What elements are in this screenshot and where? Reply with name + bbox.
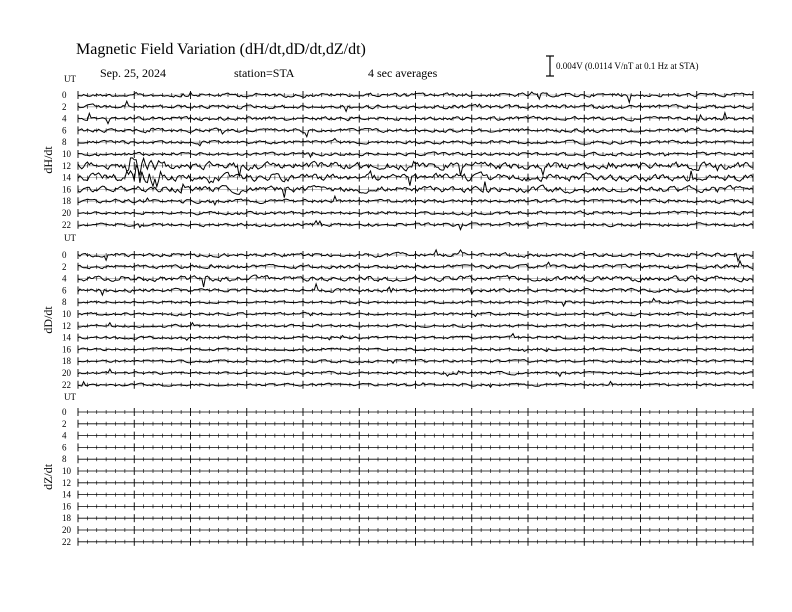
row-label: 6 [62,285,67,296]
panel-ylabel: dZ/dt [41,463,55,490]
row-label: 6 [62,442,67,453]
row-label: 0 [62,407,67,417]
panel-dHdt [41,74,753,230]
row-label: 20 [62,525,71,535]
row-label: 16 [62,344,71,355]
row-label: 8 [62,454,67,465]
row-label: 20 [62,368,71,378]
station-label: station=STA [234,66,295,80]
row-label: 10 [62,466,71,476]
row-label: 6 [62,125,67,136]
scale-note: 0.004V (0.0114 V/nT at 0.1 Hz at STA) [556,61,699,71]
panel-ylabel: dH/dt [41,146,55,174]
row-label: 22 [62,379,71,390]
averaging-label: 4 sec averages [368,66,438,80]
row-label: 16 [62,501,71,512]
row-label: 12 [62,320,71,331]
panel-dDdt [41,233,753,390]
row-label: 22 [62,219,71,230]
row-label: 18 [62,513,71,524]
date-label: Sep. 25, 2024 [100,66,166,80]
panel-dZdt [41,392,753,547]
ut-label: UT [64,233,76,243]
row-label: 22 [62,536,71,547]
row-label: 12 [62,160,71,171]
row-label: 12 [62,477,71,488]
panel-ylabel: dD/dt [41,306,55,334]
row-label: 14 [62,489,71,500]
row-label: 10 [62,149,71,159]
ut-label: UT [64,392,76,402]
row-label: 16 [62,184,71,195]
row-label: 14 [62,332,71,343]
chart-title: Magnetic Field Variation (dH/dt,dD/dt,dZ/dt) [76,41,366,58]
row-label: 2 [62,101,67,112]
row-label: 18 [62,196,71,207]
row-label: 20 [62,208,71,218]
row-label: 2 [62,261,67,272]
scale-bar [546,56,554,76]
row-label: 8 [62,297,67,308]
row-label: 0 [62,90,67,100]
row-label: 2 [62,418,67,429]
row-label: 0 [62,250,67,260]
ut-label: UT [64,74,76,84]
row-label: 14 [62,172,71,183]
row-label: 18 [62,356,71,367]
row-label: 4 [62,113,67,124]
row-label: 4 [62,273,67,284]
row-label: 10 [62,309,71,319]
row-label: 4 [62,430,67,441]
row-label: 8 [62,137,67,148]
